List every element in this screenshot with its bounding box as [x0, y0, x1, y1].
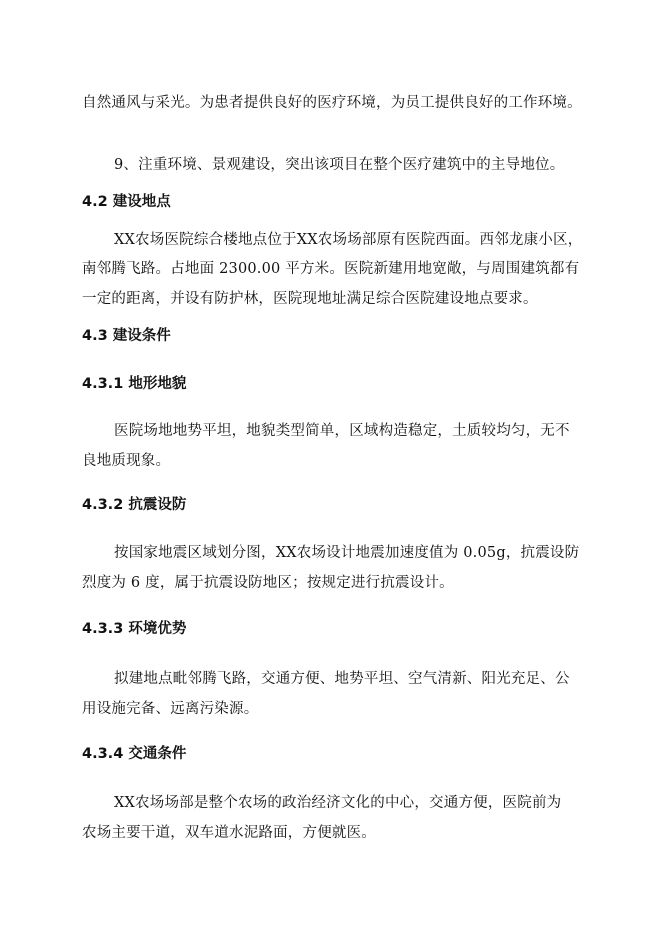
section-heading-4-2: 4.2 建设地点: [82, 194, 171, 210]
paragraph-terrain-line-2: 良地质现象。: [82, 453, 171, 469]
section-heading-4-3-3: 4.3.3 环境优势: [82, 621, 187, 637]
section-heading-4-3-2: 4.3.2 抗震设防: [82, 497, 187, 513]
paragraph-seismic-line-2: 烈度为 6 度，属于抗震设防地区；按规定进行抗震设计。: [82, 575, 454, 591]
section-heading-4-3: 4.3 建设条件: [82, 328, 171, 344]
section-heading-4-3-4: 4.3.4 交通条件: [82, 746, 187, 762]
paragraph-site-line-2: 南邻腾飞路。占地面 2300.00 平方米。医院新建用地宽敞，与周围建筑都有: [82, 261, 580, 277]
paragraph-environment-line: 自然通风与采光。为患者提供良好的医疗环境，为员工提供良好的工作环境。: [82, 95, 582, 111]
paragraph-seismic-line-1: 按国家地震区域划分图，XX农场设计地震加速度值为 0.05g，抗震设防: [114, 545, 580, 561]
paragraph-site-line-3: 一定的距离，并设有防护林，医院现地址满足综合医院建设地点要求。: [82, 291, 538, 307]
section-heading-4-3-1: 4.3.1 地形地貌: [82, 376, 187, 392]
paragraph-terrain-line-1: 医院场地地势平坦，地貌类型简单，区域构造稳定，土质较均匀，无不: [114, 423, 570, 439]
paragraph-site-line-1: XX农场医院综合楼地点位于XX农场场部原有医院西面。西邻龙康小区，: [114, 232, 583, 248]
paragraph-advantage-line-2: 用设施完备、远离污染源。: [82, 701, 259, 717]
paragraph-advantage-line-1: 拟建地点毗邻腾飞路，交通方便、地势平坦、空气清新、阳光充足、公: [114, 671, 570, 687]
paragraph-item-9: 9、注重环境、景观建设，突出该项目在整个医疗建筑中的主导地位。: [114, 157, 565, 173]
paragraph-traffic-line-1: XX农场场部是整个农场的政治经济文化的中心，交通方便，医院前为: [114, 795, 562, 811]
paragraph-traffic-line-2: 农场主要干道，双车道水泥路面，方便就医。: [82, 825, 376, 841]
